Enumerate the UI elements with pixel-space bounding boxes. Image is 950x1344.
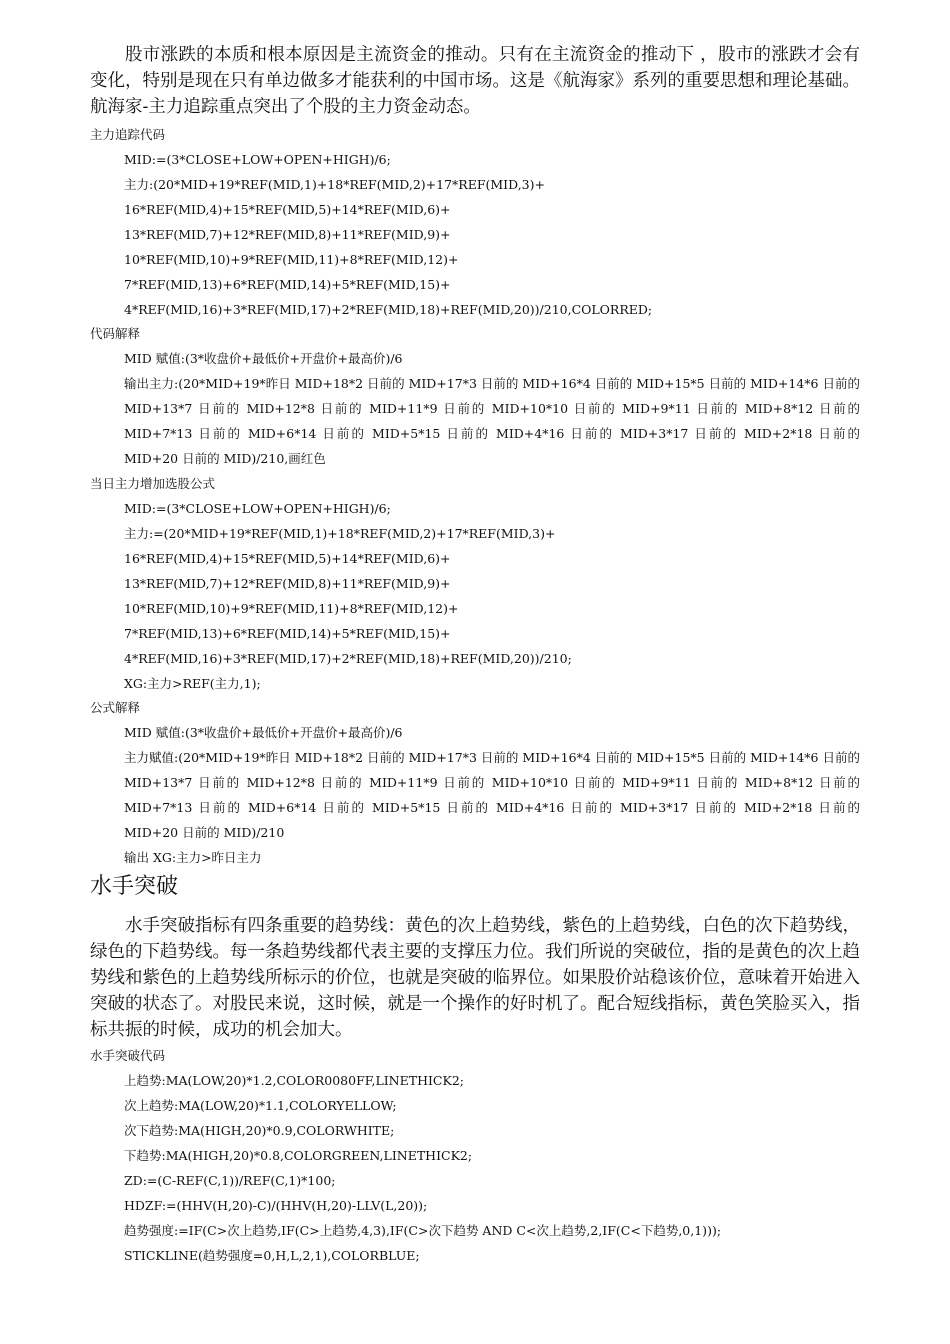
code-line: 主力:(20*MID+19*REF(MID,1)+18*REF(MID,2)+17*REF(MID,3)+ bbox=[124, 177, 545, 192]
code-line: 7*REF(MID,13)+6*REF(MID,14)+5*REF(MID,15)+ bbox=[124, 277, 451, 292]
code-line: 上趋势:MA(LOW,20)*1.2,COLOR0080FF,LINETHICK2; bbox=[124, 1073, 464, 1088]
code-line: MID:=(3*CLOSE+LOW+OPEN+HIGH)/6; bbox=[124, 501, 391, 516]
code-line: 13*REF(MID,7)+12*REF(MID,8)+11*REF(MID,9)+ bbox=[124, 227, 451, 242]
code-line: 主力:=(20*MID+19*REF(MID,1)+18*REF(MID,2)+17*REF(MID,3)+ bbox=[124, 526, 556, 541]
code-line: ZD:=(C-REF(C,1))/REF(C,1)*100; bbox=[124, 1173, 336, 1188]
code-line: 13*REF(MID,7)+12*REF(MID,8)+11*REF(MID,9)+ bbox=[124, 576, 451, 591]
code-line: 4*REF(MID,16)+3*REF(MID,17)+2*REF(MID,18)+REF(MID,20))/210; bbox=[124, 651, 572, 666]
code-line: STICKLINE(趋势强度=0,H,L,2,1),COLORBLUE; bbox=[124, 1248, 420, 1263]
section-title-stock-selection-formula: 当日主力增加选股公式 bbox=[90, 476, 216, 491]
intro-paragraph: 股市涨跌的本质和根本原因是主流资金的推动。只有在主流资金的推动下 ，股市的涨跌才会有变化，特别是现在只有单边做多才能获利的中国市场。这是《航海家》系列的重要思想和理论基础。航海家-主力追踪重点突出了个股的主力资金动态。 bbox=[90, 45, 860, 117]
section-title-formula-explanation: 公式解释 bbox=[90, 700, 141, 715]
code-line: 4*REF(MID,16)+3*REF(MID,17)+2*REF(MID,18)+REF(MID,20))/210,COLORRED; bbox=[124, 302, 653, 317]
code-line: 10*REF(MID,10)+9*REF(MID,11)+8*REF(MID,12)+ bbox=[124, 601, 459, 616]
code-line: 下趋势:MA(HIGH,20)*0.8,COLORGREEN,LINETHICK2; bbox=[124, 1148, 473, 1163]
code-line: HDZF:=(HHV(H,20)-C)/(HHV(H,20)-LLV(L,20)); bbox=[124, 1198, 428, 1213]
explanation-paragraph: 输出主力:(20*MID+19*昨日 MID+18*2 日前的 MID+17*3 日前的 MID+16*4 日前的 MID+15*5 日前的 MID+14*6 日前的 MID+13*7 日前的 MID+12*8 日前的 MID+11*9 日前的 MID+10*10 日前的 MID+9*11 日前的 MID+8*12 日前的 MID+7*13 日前的 MID+6*14 日前的 MID+5*15 日前的 MID+4*16 日前的 MID+3*17 日前的 MID+2*18 日前的 MID+20 日前的 MID)/210,画红色 bbox=[124, 376, 860, 466]
code-line: XG:主力>REF(主力,1); bbox=[124, 676, 261, 691]
section-title-main-force-code: 主力追踪代码 bbox=[90, 127, 166, 142]
code-line: 7*REF(MID,13)+6*REF(MID,14)+5*REF(MID,15)+ bbox=[124, 626, 451, 641]
sailor-breakout-paragraph: 水手突破指标有四条重要的趋势线：黄色的次上趋势线，紫色的上趋势线，白色的次下趋势线，绿色的下趋势线。每一条趋势线都代表主要的支撑压力位。我们所说的突破位，指的是黄色的次上趋势线和紫色的上趋势线所标示的价位，也就是突破的临界位。如果股价站稳该价位，意味着开始进入突破的状态了。对股民来说，这时候，就是一个操作的好时机了。配合短线指标，黄色笑脸买入，指标共振的时候，成功的机会加大。 bbox=[90, 916, 860, 1040]
code-line: 次上趋势:MA(LOW,20)*1.1,COLORYELLOW; bbox=[124, 1098, 397, 1113]
section-heading: 水手突破 bbox=[90, 874, 179, 899]
code-line: MID:=(3*CLOSE+LOW+OPEN+HIGH)/6; bbox=[124, 152, 391, 167]
section-title-sailor-breakout-code: 水手突破代码 bbox=[90, 1048, 166, 1063]
explanation-line: MID 赋值:(3*收盘价+最低价+开盘价+最高价)/6 bbox=[124, 725, 403, 740]
explanation-paragraph: 主力赋值:(20*MID+19*昨日 MID+18*2 日前的 MID+17*3 日前的 MID+16*4 日前的 MID+15*5 日前的 MID+14*6 日前的 MID+13*7 日前的 MID+12*8 日前的 MID+11*9 日前的 MID+10*10 日前的 MID+9*11 日前的 MID+8*12 日前的 MID+7*13 日前的 MID+6*14 日前的 MID+5*15 日前的 MID+4*16 日前的 MID+3*17 日前的 MID+2*18 日前的 MID+20 日前的 MID)/210 bbox=[124, 750, 860, 840]
code-line: 次下趋势:MA(HIGH,20)*0.9,COLORWHITE; bbox=[124, 1123, 395, 1138]
code-line: 16*REF(MID,4)+15*REF(MID,5)+14*REF(MID,6)+ bbox=[124, 551, 451, 566]
code-line: 趋势强度:=IF(C>次上趋势,IF(C>上趋势,4,3),IF(C>次下趋势 AND C<次上趋势,2,IF(C<下趋势,0,1))); bbox=[124, 1223, 722, 1238]
code-line: 10*REF(MID,10)+9*REF(MID,11)+8*REF(MID,12)+ bbox=[124, 252, 459, 267]
explanation-line: 输出 XG:主力>昨日主力 bbox=[124, 850, 262, 865]
explanation-line: MID 赋值:(3*收盘价+最低价+开盘价+最高价)/6 bbox=[124, 351, 403, 366]
code-line: 16*REF(MID,4)+15*REF(MID,5)+14*REF(MID,6)+ bbox=[124, 202, 451, 217]
section-title-code-explanation: 代码解释 bbox=[90, 326, 141, 341]
